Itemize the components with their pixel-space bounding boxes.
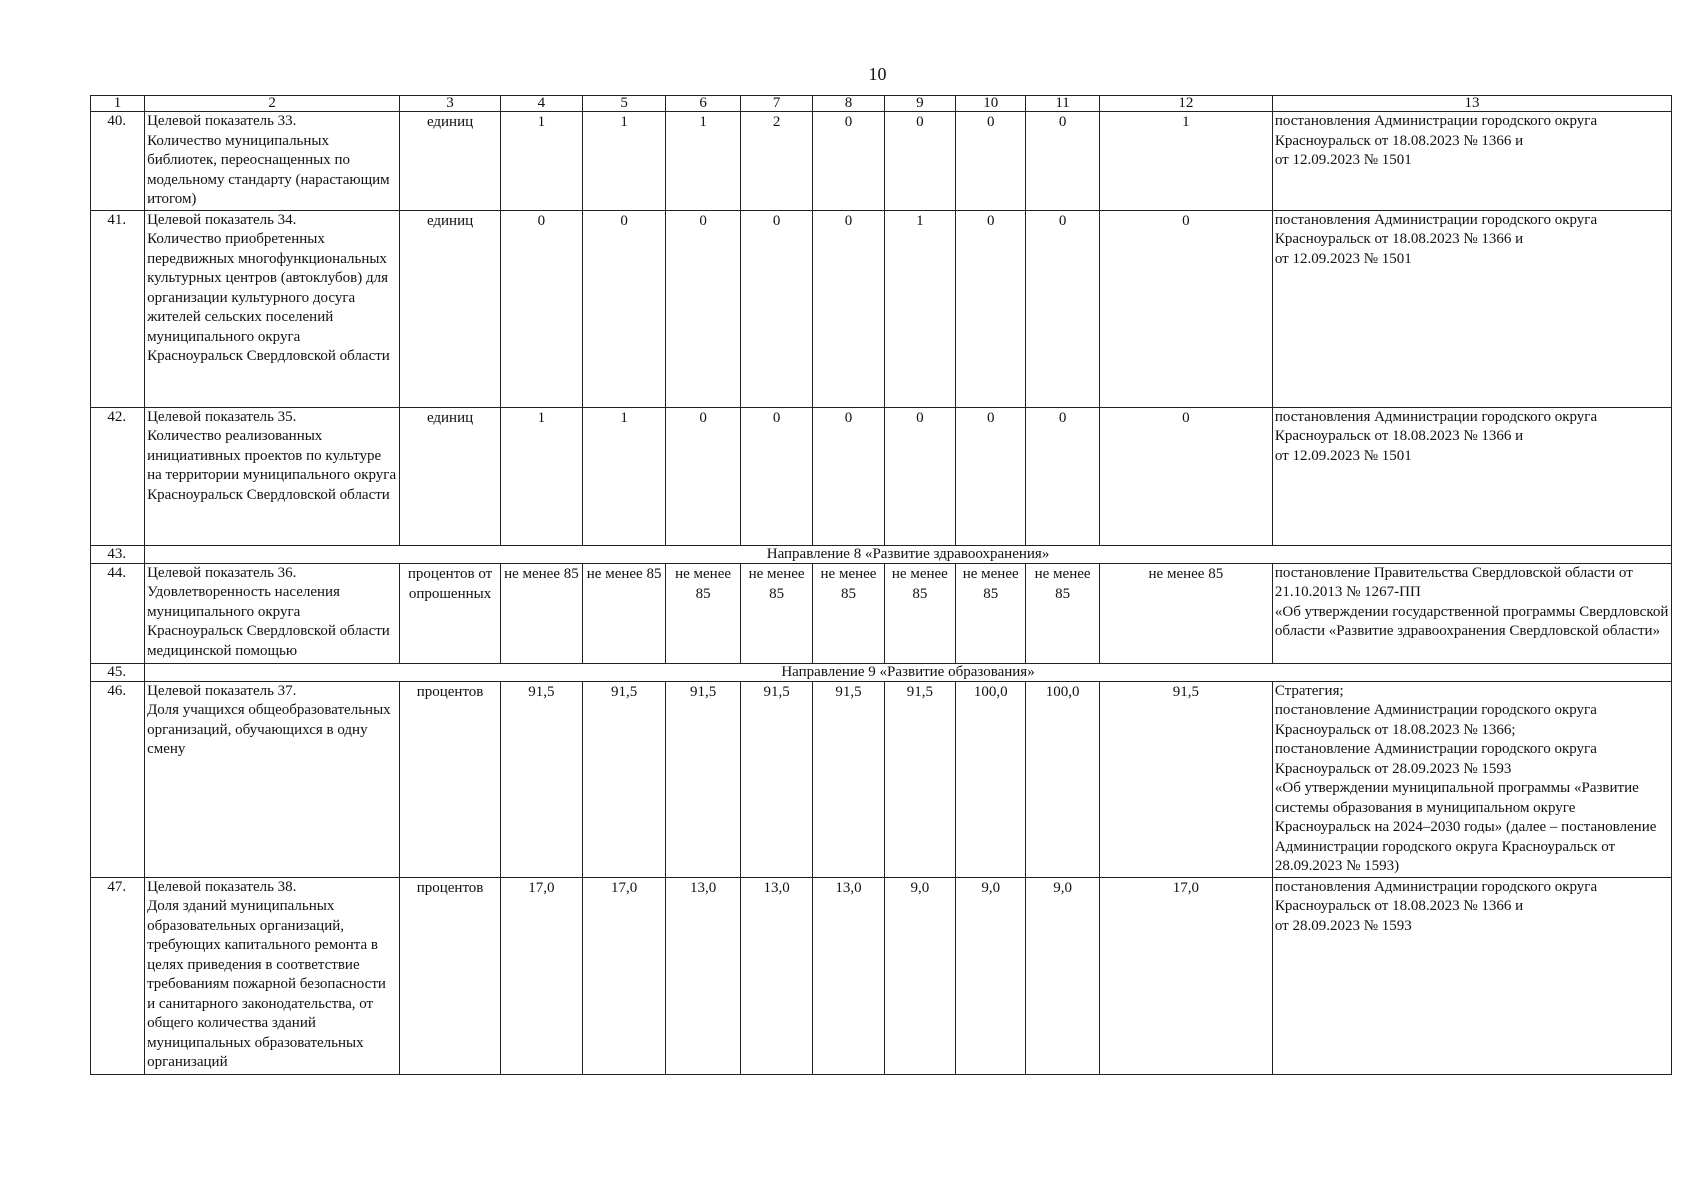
unit-cell: процентов [400,681,501,877]
unit-cell: единиц [400,112,501,211]
column-header: 6 [666,96,741,112]
value-cell: 1 [884,210,955,407]
value-cell: 100,0 [956,681,1026,877]
value-cell: 0 [884,112,955,211]
section-title: Направление 8 «Развитие здравоохранения» [145,545,1672,563]
table-row [91,112,1672,211]
value-cell: 0 [1099,210,1272,407]
value-cell: 17,0 [583,877,666,1074]
value-cell: 0 [500,210,582,407]
value-cell: 0 [1026,210,1100,407]
value-cell: 13,0 [740,877,812,1074]
unit-cell: процентов от опрошенных [400,563,501,663]
unit-cell: единиц [400,407,501,545]
row-number: 40. [91,112,145,211]
value-cell: 91,5 [666,681,741,877]
value-cell: 0 [666,407,741,545]
value-cell: 0 [1099,407,1272,545]
value-cell: 0 [956,407,1026,545]
value-cell: 91,5 [500,681,582,877]
source-document: постановление Правительства Свердловской области от 21.10.2013 № 1267-ПП «Об утверждении государственной программы Свердловской области «Развитие здравоохранения Свердловской области» [1272,563,1671,663]
header-row [91,96,1672,112]
value-cell: 0 [740,210,812,407]
column-header: 8 [813,96,884,112]
value-cell: не менее 85 [500,563,582,663]
indicator-name: Целевой показатель 34. Количество приобретенных передвижных многофункциональных культурных центров (автоклубов) для организации культурного досуга жителей сельских поселений муниципального округа Красноуральск Свердловской области [145,210,400,407]
value-cell: 91,5 [884,681,955,877]
column-header: 3 [400,96,501,112]
unit-cell: единиц [400,210,501,407]
table-row [91,563,1672,663]
value-cell: не менее 85 [1099,563,1272,663]
value-cell: 0 [813,112,884,211]
section-row [91,545,1672,563]
row-number: 43. [91,545,145,563]
indicator-name: Целевой показатель 36. Удовлетворенность населения муниципального округа Красноуральск Свердловской области медицинской помощью [145,563,400,663]
page-number: 10 [868,64,887,84]
value-cell: не менее 85 [740,563,812,663]
column-header: 7 [740,96,812,112]
value-cell: 91,5 [740,681,812,877]
value-cell: 91,5 [1099,681,1272,877]
row-number: 42. [91,407,145,545]
value-cell: 0 [666,210,741,407]
unit-cell: процентов [400,877,501,1074]
value-cell: не менее 85 [583,563,666,663]
source-document: постановления Администрации городского округа Красноуральск от 18.08.2023 № 1366 и от 12.09.2023 № 1501 [1272,112,1671,211]
row-number: 47. [91,877,145,1074]
value-cell: 0 [583,210,666,407]
source-document: постановления Администрации городского округа Красноуральск от 18.08.2023 № 1366 и от 12.09.2023 № 1501 [1272,210,1671,407]
column-header: 2 [145,96,400,112]
value-cell: 0 [1026,112,1100,211]
section-title: Направление 9 «Развитие образования» [145,663,1672,681]
value-cell: 91,5 [583,681,666,877]
value-cell: 17,0 [1099,877,1272,1074]
value-cell: 1 [500,112,582,211]
value-cell: 100,0 [1026,681,1100,877]
value-cell: 1 [1099,112,1272,211]
column-header: 1 [91,96,145,112]
value-cell: 0 [813,407,884,545]
column-header: 5 [583,96,666,112]
table-row [91,681,1672,877]
value-cell: 2 [740,112,812,211]
value-cell: 0 [956,112,1026,211]
section-row [91,663,1672,681]
value-cell: 91,5 [813,681,884,877]
value-cell: не менее 85 [884,563,955,663]
row-number: 45. [91,663,145,681]
value-cell: не менее 85 [1026,563,1100,663]
column-header: 13 [1272,96,1671,112]
table-row [91,877,1672,1074]
value-cell: 9,0 [1026,877,1100,1074]
source-document: постановления Администрации городского округа Красноуральск от 18.08.2023 № 1366 и от 12.09.2023 № 1501 [1272,407,1671,545]
value-cell: 17,0 [500,877,582,1074]
value-cell: 1 [583,407,666,545]
row-number: 44. [91,563,145,663]
column-header: 10 [956,96,1026,112]
indicator-name: Целевой показатель 38. Доля зданий муниципальных образовательных организаций, требующих капитального ремонта в целях приведения в соответствие требованиям пожарной безопасности и санитарного законодательства, от общего количества зданий муниципальных образовательных организаций [145,877,400,1074]
table-row [91,210,1672,407]
value-cell: 0 [884,407,955,545]
value-cell: 13,0 [666,877,741,1074]
indicator-name: Целевой показатель 37. Доля учащихся общеобразовательных организаций, обучающихся в одну смену [145,681,400,877]
value-cell: 0 [813,210,884,407]
value-cell: 1 [666,112,741,211]
column-header: 11 [1026,96,1100,112]
value-cell: 1 [583,112,666,211]
column-header: 4 [500,96,582,112]
column-header: 9 [884,96,955,112]
column-header: 12 [1099,96,1272,112]
source-document: Стратегия; постановление Администрации городского округа Красноуральск от 18.08.2023 № 1366; постановление Администрации городского округа Красноуральск от 28.09.2023 № 1593 «Об утверждении муниципальной программы «Развитие системы образования в муниципальном округе Красноуральск на 2024–2030 годы» (далее – постановление Администрации городского округа Красноуральск от 28.09.2023 № 1593) [1272,681,1671,877]
indicator-name: Целевой показатель 35. Количество реализованных инициативных проектов по культуре на территории муниципального округа Красноуральск Свердловской области [145,407,400,545]
value-cell: не менее 85 [666,563,741,663]
value-cell: 9,0 [884,877,955,1074]
value-cell: не менее 85 [813,563,884,663]
value-cell: 1 [500,407,582,545]
row-number: 41. [91,210,145,407]
row-number: 46. [91,681,145,877]
value-cell: 13,0 [813,877,884,1074]
table-row [91,407,1672,545]
value-cell: 9,0 [956,877,1026,1074]
value-cell: 0 [740,407,812,545]
value-cell: 0 [956,210,1026,407]
value-cell: не менее 85 [956,563,1026,663]
indicator-name: Целевой показатель 33. Количество муниципальных библиотек, переоснащенных по модельному стандарту (нарастающим итогом) [145,112,400,211]
indicators-table [90,95,1672,1075]
value-cell: 0 [1026,407,1100,545]
source-document: постановления Администрации городского округа Красноуральск от 18.08.2023 № 1366 и от 28.09.2023 № 1593 [1272,877,1671,1074]
